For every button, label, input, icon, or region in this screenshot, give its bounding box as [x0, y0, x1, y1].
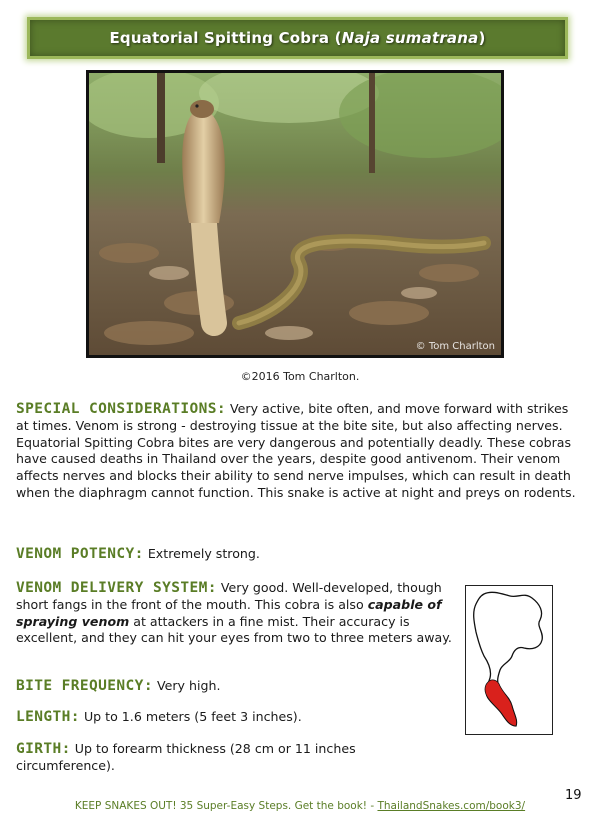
bite-frequency-heading: BITE FREQUENCY: [16, 678, 153, 694]
length-text: Up to 1.6 meters (5 feet 3 inches). [83, 709, 302, 724]
venom-delivery-section [16, 580, 456, 647]
girth-text: Up to forearm thickness (28 cm or 11 inches circumference). [16, 741, 356, 773]
venom-potency-text: Extremely strong. [147, 546, 260, 561]
footer-promo [0, 800, 600, 812]
footer-book-link[interactable]: ThailandSnakes.com/book3/ [377, 800, 526, 812]
photo-caption: ©2016 Tom Charlton. [240, 370, 360, 383]
length-section [16, 709, 456, 726]
girth-section [16, 741, 456, 775]
bite-frequency-section [16, 678, 456, 695]
page-title: Equatorial Spitting Cobra (Naja sumatrana) [109, 29, 486, 47]
girth-heading: GIRTH: [16, 741, 71, 757]
bite-frequency-text: Very high. [156, 678, 221, 693]
venom-delivery-heading: VENOM DELIVERY SYSTEM: [16, 580, 217, 596]
photo-watermark: © Tom Charlton [415, 341, 495, 352]
footer-text: KEEP SNAKES OUT! 35 Super-Easy Steps. Get the book! - [74, 800, 378, 812]
venom-range-area [485, 680, 517, 726]
venom-potency-section [16, 546, 456, 563]
special-considerations-text: Very active, bite often, and move forward with strikes at times. Venom is strong - destroying tissue at the bite site, but also affecting nerves. Equatorial Spitting Cobra bites are very dangerous and potentially deadly. These cobras have caused deaths in Thailand over the years, despite good antivenom. Their venom affects nerves and blocks their ability to send nerve impulses, which can result in death when the diaphragm cannot function. This snake is active at night and preys on rodents. [16, 401, 576, 500]
venom-potency-heading: VENOM POTENCY: [16, 546, 144, 562]
special-considerations-section [16, 401, 576, 502]
range-map [465, 585, 553, 735]
cobra-photo [86, 70, 504, 358]
title-banner [27, 17, 568, 59]
scientific-name: Naja sumatrana [341, 29, 479, 47]
venom-delivery-emphasis: capable of spraying venom [16, 596, 442, 629]
venom-delivery-text: Very good. Well-developed, though short fangs in the front of the mouth. This cobra is also [16, 580, 442, 612]
thailand-map-icon [466, 586, 551, 733]
venom-delivery-text-after: at attackers in a fine mist. Their accuracy is excellent, and they can hit your eyes from two to three meters away. [16, 613, 452, 646]
length-heading: LENGTH: [16, 709, 80, 725]
special-considerations-heading: SPECIAL CONSIDERATIONS: [16, 401, 226, 417]
cobra-photo-illustration [89, 73, 501, 355]
page-number: 19 [565, 788, 582, 803]
